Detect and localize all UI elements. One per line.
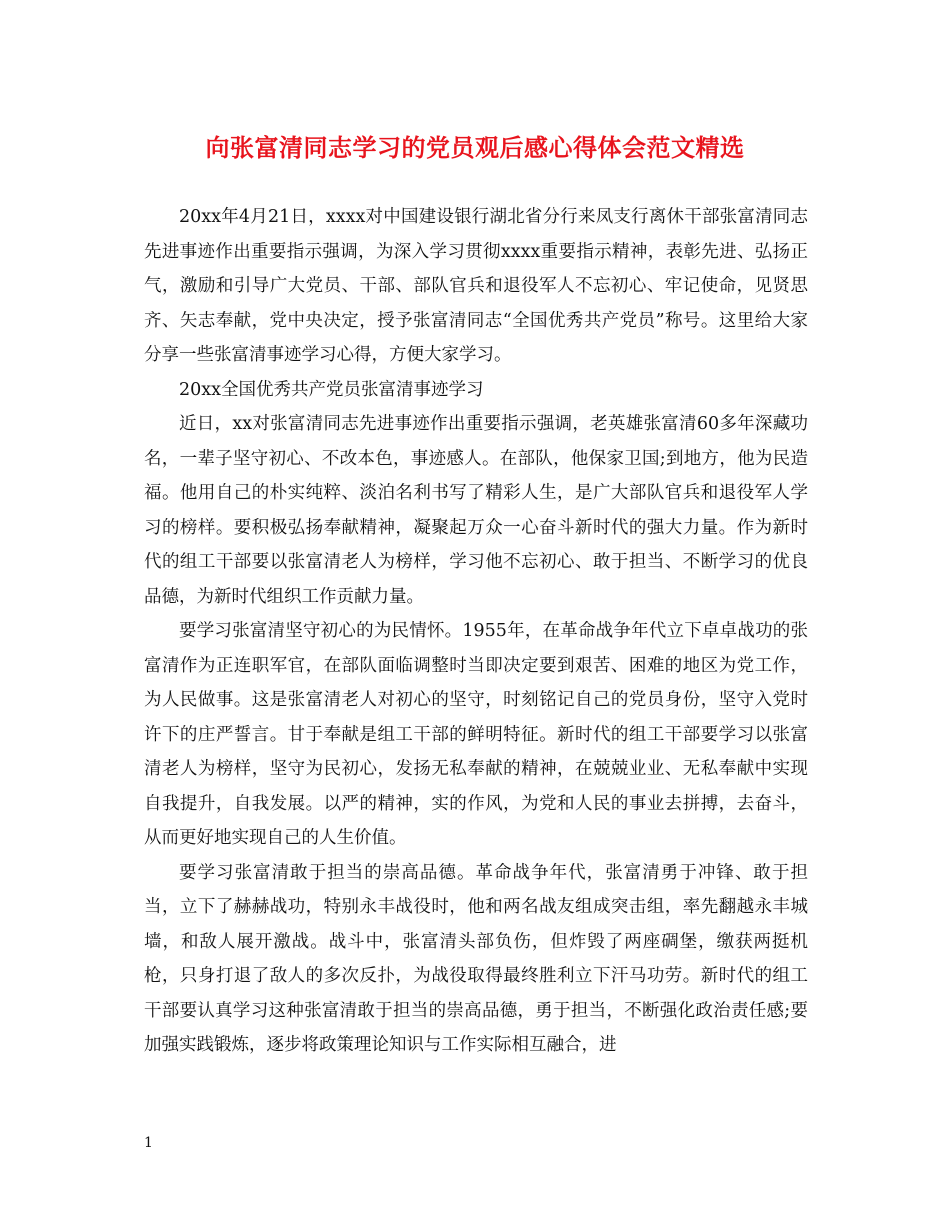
paragraph-original-aspiration: 要学习张富清坚守初心的为民情怀。1955年，在革命战争年代立下卓卓战功的张富清作为正连职军官，在部队面临调整时当即决定要到艰苦、困难的地区为党工作，为人民做事。这是张富清老人对初心的坚守，时刻铭记自己的党员身份，坚守入党时许下的庄严誓言。甘于奉献是组工干部的鲜明特征。新时代的组工干部要学习以张富清老人为榜样，坚守为民初心，发扬无私奉献的精神，在兢兢业业、无私奉献中实现自我提升，自我发展。以严的精神，实的作风，为党和人民的事业去拼搏，去奋斗，从而更好地实现自己的人生价值。 (144, 621, 808, 848)
paragraph-recent: 近日，xx对张富清同志先进事迹作出重要指示强调，老英雄张富清60多年深藏功名，一辈子坚守初心、不改本色，事迹感人。在部队，他保家卫国;到地方，他为民造福。他用自己的朴实纯粹、淡泊名利书写了精彩人生，是广大部队官兵和退役军人学习的榜样。要积极弘扬奉献精神，凝聚起万众一心奋斗新时代的强大力量。作为新时代的组工干部要以张富清老人为榜样，学习他不忘初心、敢于担当、不断学习的优良品德，为新时代组织工作贡献力量。 (144, 414, 808, 607)
paragraph-intro: 20xx年4月21日，xxxx对中国建设银行湖北省分行来凤支行离休干部张富清同志先进事迹作出重要指示强调，为深入学习贯彻xxxx重要指示精神，表彰先进、弘扬正气，激励和引导广大党员、干部、部队官兵和退役军人不忘初心、牢记使命，见贤思齐、矢志奉献，党中央决定，授予张富清同志“全国优秀共产党员”称号。这里给大家分享一些张富清事迹学习心得，方便大家学习。 (144, 207, 808, 365)
paragraph-subheading: 20xx全国优秀共产党员张富清事迹学习 (179, 379, 484, 400)
page-number: 1 (144, 1135, 153, 1151)
paragraph-responsibility: 要学习张富清敢于担当的崇高品德。革命战争年代，张富清勇于冲锋、敢于担当，立下了赫赫战功，特别永丰战役时，他和两名战友组成突击组，率先翻越永丰城墙，和敌人展开激战。战斗中，张富清头部负伤，但炸毁了两座碉堡，缴获两挺机枪，只身打退了敌人的多次反扑，为战役取得最终胜利立下汗马功劳。新时代的组工干部要认真学习这种张富清敢于担当的崇高品德，勇于担当，不断强化政治责任感;要加强实践锻炼，逐步将政策理论知识与工作实际相互融合，进 (144, 862, 808, 1055)
document-title: 向张富清同志学习的党员观后感心得体会范文精选 (205, 134, 745, 162)
document-body (144, 200, 808, 1063)
